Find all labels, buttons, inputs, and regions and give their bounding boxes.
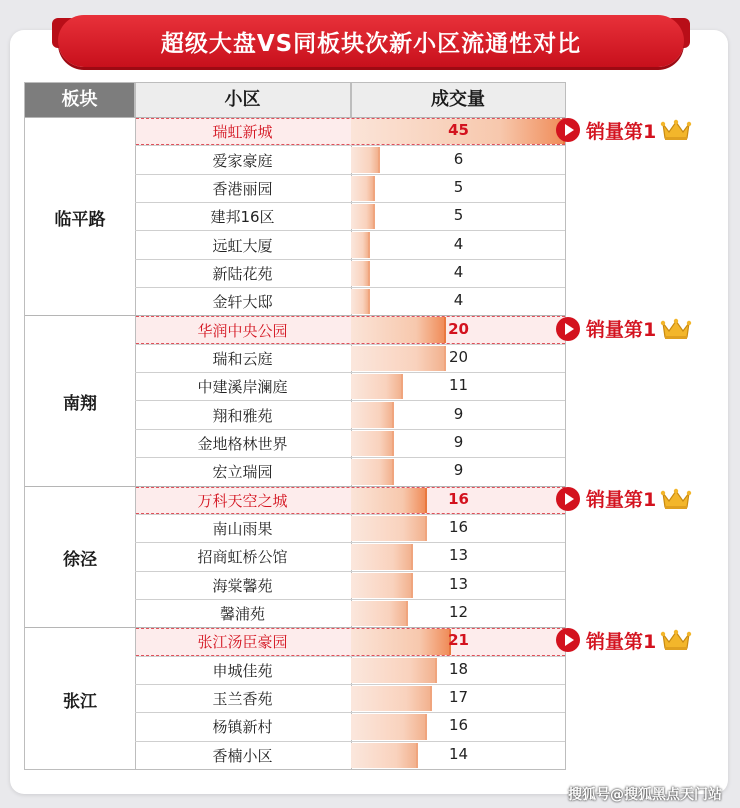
- volume-value: 12: [448, 603, 469, 622]
- crown-icon: [660, 628, 692, 652]
- row-divider: [135, 741, 565, 742]
- volume-value: 21: [448, 631, 469, 650]
- row-divider: [135, 571, 565, 572]
- community-name: 翔和雅苑: [212, 406, 273, 425]
- crown-icon: [660, 487, 692, 511]
- row-divider: [135, 202, 565, 203]
- row-divider: [135, 712, 565, 713]
- volume-value: 16: [448, 518, 469, 537]
- volume-value: 9: [453, 461, 464, 480]
- volume-value: 14: [448, 744, 469, 763]
- row-divider: [135, 684, 565, 685]
- community-name: 海棠馨苑: [212, 576, 273, 595]
- volume-value: 6: [453, 149, 464, 168]
- header-name: 小区: [135, 83, 351, 117]
- community-name: 申城佳苑: [212, 661, 273, 680]
- community-name: 杨镇新村: [212, 718, 273, 737]
- badge-label: 销量第1: [586, 319, 657, 342]
- row-divider: [135, 287, 565, 288]
- volume-value: 17: [448, 688, 469, 707]
- group-label: 南翔: [63, 394, 97, 415]
- community-name: 玉兰香苑: [212, 690, 273, 709]
- row-divider: [135, 344, 565, 345]
- volume-value: 16: [448, 489, 469, 508]
- row-divider: [135, 259, 565, 260]
- play-icon: [556, 118, 580, 142]
- community-name: 香楠小区: [212, 746, 273, 765]
- header-group: 板块: [25, 83, 135, 117]
- play-icon: [556, 487, 580, 511]
- row-divider: [135, 514, 565, 515]
- crown-icon: [660, 317, 692, 341]
- watermark: 搜狐号@搜狐黑点天门站: [568, 787, 722, 803]
- community-name: 瑞和云庭: [212, 349, 273, 368]
- community-name: 远虹大厦: [212, 236, 273, 255]
- volume-value: 9: [453, 404, 464, 423]
- volume-value: 11: [448, 376, 469, 395]
- badge-label: 销量第1: [586, 489, 657, 512]
- community-name: 中建溪岸澜庭: [197, 378, 288, 397]
- volume-value: 20: [448, 319, 469, 338]
- community-name: 爱家豪庭: [212, 151, 273, 170]
- row-divider: [135, 429, 565, 430]
- community-name: 招商虹桥公馆: [197, 548, 288, 567]
- group-label: 张江: [63, 692, 97, 713]
- page-title: 超级大盘VS同板块次新小区流通性对比: [58, 15, 684, 67]
- volume-value: 45: [448, 121, 469, 140]
- volume-value: 13: [448, 574, 469, 593]
- top-seller-badge: [556, 315, 716, 343]
- crown-icon: [660, 118, 692, 142]
- comparison-table: [24, 82, 566, 770]
- volume-value: 5: [453, 177, 464, 196]
- community-name: 张江汤臣豪园: [197, 633, 288, 652]
- volume-value: 18: [448, 659, 469, 678]
- volume-value: 16: [448, 716, 469, 735]
- row-divider: [135, 372, 565, 373]
- top-seller-badge: [556, 485, 716, 513]
- play-icon: [556, 317, 580, 341]
- volume-value: 20: [448, 347, 469, 366]
- community-name: 馨浦苑: [219, 605, 265, 624]
- group-label: 徐泾: [63, 550, 97, 571]
- community-name: 华润中央公园: [197, 321, 288, 340]
- header-value: 成交量: [351, 83, 565, 117]
- community-name: 建邦16区: [210, 208, 275, 227]
- volume-value: 13: [448, 546, 469, 565]
- community-name: 宏立瑞园: [212, 463, 273, 482]
- row-divider: [135, 656, 565, 657]
- community-name: 金地格林世界: [197, 435, 288, 453]
- community-name: 新陆花苑: [212, 264, 273, 283]
- community-name: 万科天空之城: [197, 491, 288, 510]
- row-divider: [135, 457, 565, 458]
- badge-label: 销量第1: [586, 630, 657, 653]
- volume-value: 5: [453, 206, 464, 225]
- volume-value: 9: [453, 433, 464, 451]
- community-name: 瑞虹新城: [212, 123, 273, 142]
- top-seller-badge: [556, 116, 716, 144]
- group-label: 临平路: [54, 210, 106, 231]
- row-divider: [135, 230, 565, 231]
- volume-value: 4: [453, 234, 464, 253]
- community-name: 金轩大邸: [212, 293, 273, 312]
- volume-value: 4: [453, 291, 464, 310]
- community-name: 南山雨果: [212, 520, 273, 539]
- row-divider: [135, 542, 565, 543]
- row-divider: [135, 145, 565, 146]
- row-divider: [135, 174, 565, 175]
- row-divider: [135, 599, 565, 600]
- community-name: 香港丽园: [212, 179, 273, 198]
- play-icon: [556, 628, 580, 652]
- badge-label: 销量第1: [586, 120, 657, 143]
- volume-value: 4: [453, 262, 464, 281]
- row-divider: [135, 400, 565, 401]
- top-seller-badge: [556, 626, 716, 654]
